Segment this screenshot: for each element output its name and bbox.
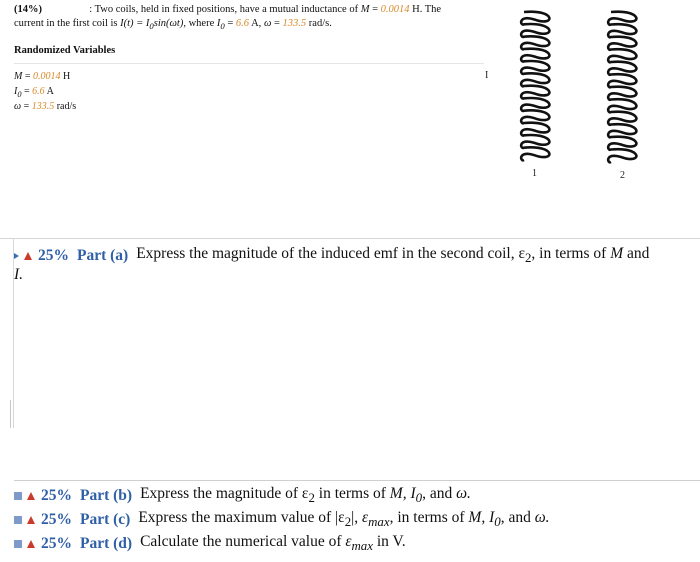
warning-icon xyxy=(27,540,35,548)
coil-2-image xyxy=(608,12,636,163)
part-b-row[interactable] xyxy=(14,485,471,506)
coils-figure xyxy=(485,0,700,200)
part-d-text: Calculate the numerical value of $\varepsilon_{max}$ in V. xyxy=(140,533,406,554)
problem-omega-value: 133.5 xyxy=(282,18,307,29)
part-b-text: Express the magnitude of $\varepsilon_2$ in terms of M, $I_0$, and ω. xyxy=(140,485,471,506)
part-a-scroll-edge xyxy=(10,400,11,428)
warning-icon xyxy=(27,492,35,500)
random-var-M: M = 0.0014 H xyxy=(14,71,71,82)
problem-text-1: Two coils, held in fixed positions, have a mutual inductance of xyxy=(94,4,359,15)
problem-omega-symbol: ω xyxy=(263,18,272,29)
coil-2-label: 2 xyxy=(620,170,625,181)
parts-divider xyxy=(14,480,700,481)
part-a-row[interactable] xyxy=(14,245,649,266)
part-a-name: Part (a) xyxy=(77,246,129,264)
part-d-percent: 25% xyxy=(41,534,72,552)
problem-colon: : xyxy=(89,4,93,15)
part-b-list-icon[interactable] xyxy=(14,492,22,500)
problem-M-value: 0.0014 xyxy=(380,4,410,15)
problem-I0-symbol: $I_0$ xyxy=(216,18,225,32)
warning-icon xyxy=(27,516,35,524)
part-a-percent: 25% xyxy=(38,246,69,264)
part-b-percent: 25% xyxy=(41,486,72,504)
problem-current-func: $I(t) = I_0\sin(\omega t)$ xyxy=(120,18,184,32)
problem-text-2: current in the first coil is xyxy=(14,18,118,29)
part-a-left-border xyxy=(0,238,14,428)
coils-diagram xyxy=(485,0,700,200)
random-var-I0: $I_0 = 6.6$ A xyxy=(14,86,54,99)
part-a-text-continued: I. xyxy=(14,266,24,283)
coil-1-image xyxy=(521,12,549,161)
part-d-name: Part (d) xyxy=(80,534,133,552)
part-a-text: Express the magnitude of the induced emf in the second coil, $\varepsilon_2$, in terms of M and xyxy=(136,245,650,266)
problem-I0-value: 6.6 xyxy=(235,18,250,29)
part-b-name: Part (b) xyxy=(80,486,133,504)
coil-1-label: 1 xyxy=(532,168,537,179)
part-c-list-icon[interactable] xyxy=(14,516,22,524)
problem-M-symbol: M xyxy=(360,4,370,15)
randomized-variables-title: Randomized Variables xyxy=(14,45,116,56)
part-d-list-icon[interactable] xyxy=(14,540,22,548)
part-a-divider xyxy=(0,238,700,239)
part-c-percent: 25% xyxy=(41,510,72,528)
part-d-row[interactable] xyxy=(14,533,406,554)
random-var-omega: ω = 133.5 rad/s xyxy=(14,101,77,112)
problem-percent: (14%) xyxy=(14,4,42,15)
warning-icon xyxy=(24,252,32,260)
current-label: I xyxy=(485,70,489,81)
expand-arrow-icon[interactable] xyxy=(14,253,19,259)
part-c-row[interactable] xyxy=(14,509,550,530)
problem-statement: (14%) : Two coils, held in fixed positions, have a mutual inductance of M = 0.0014 H. The current in the first coil is $I(t) = I_0\sin(\omega t)$, where $I_0 = 6.6$ A, ω = 133.5 rad/s. xyxy=(14,4,442,32)
part-c-text: Express the maximum value of $|\varepsilon_2|$, $\varepsilon_{max}$, in terms of M, $I_0$, and ω. xyxy=(138,509,550,530)
part-c-name: Part (c) xyxy=(80,510,131,528)
divider xyxy=(14,63,484,64)
